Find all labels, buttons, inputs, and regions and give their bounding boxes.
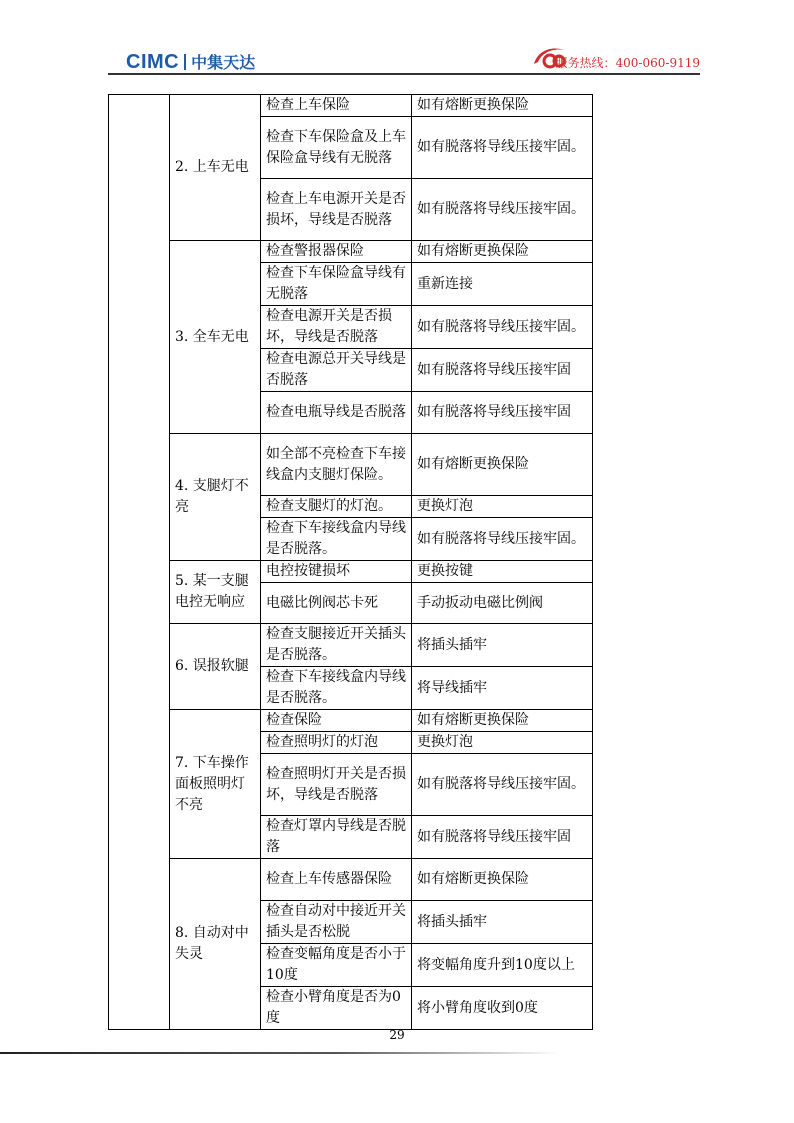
footer-divider: [0, 1052, 560, 1054]
solution-item: 将小臂角度收到0度: [412, 987, 593, 1030]
fault-category: 2. 上车无电: [170, 95, 261, 241]
table-row: [109, 561, 593, 583]
check-item: 检查上车电源开关是否损坏，导线是否脱落: [261, 179, 412, 241]
check-item: 检查上车传感器保险: [261, 859, 412, 901]
check-item: 检查警报器保险: [261, 241, 412, 263]
solution-item: 如有脱落将导线压接牢固。: [412, 306, 593, 349]
solution-item: 手动扳动电磁比例阀: [412, 583, 593, 624]
header-divider: [108, 73, 700, 75]
solution-item: 如有脱落将导线压接牢固。: [412, 754, 593, 816]
page-header: [108, 40, 700, 76]
table-row: [109, 859, 593, 901]
check-item: 检查下车接线盒内导线是否脱落。: [261, 518, 412, 561]
solution-item: 将导线插牢: [412, 667, 593, 710]
check-item: 检查灯罩内导线是否脱落: [261, 816, 412, 859]
table-row: [109, 710, 593, 732]
solution-item: 如有熔断更换保险: [412, 859, 593, 901]
fault-category: 4. 支腿灯不亮: [170, 434, 261, 561]
solution-item: 重新连接: [412, 263, 593, 306]
check-item: 电磁比例阀芯卡死: [261, 583, 412, 624]
check-item: 检查支腿接近开关插头是否脱落。: [261, 624, 412, 667]
solution-item: 如有脱落将导线压接牢固。: [412, 117, 593, 179]
solution-item: 如有脱落将导线压接牢固: [412, 392, 593, 434]
fault-category: 8. 自动对中失灵: [170, 859, 261, 1030]
solution-item: 如有熔断更换保险: [412, 241, 593, 263]
check-item: 检查电瓶导线是否脱落: [261, 392, 412, 434]
solution-item: 如有熔断更换保险: [412, 710, 593, 732]
solution-item: 如有脱落将导线压接牢固。: [412, 179, 593, 241]
check-item: 检查照明灯的灯泡: [261, 732, 412, 754]
table-row: [109, 95, 593, 117]
check-item: 检查小臂角度是否为0度: [261, 987, 412, 1030]
fault-category: 3. 全车无电: [170, 241, 261, 434]
fault-category: 6. 误报软腿: [170, 624, 261, 710]
check-item: 检查下车保险盒及上车保险盒导线有无脱落: [261, 117, 412, 179]
check-item: 检查电源总开关导线是否脱落: [261, 349, 412, 392]
service-hotline: 服务热线：400-060-9119: [555, 56, 700, 70]
solution-item: 如有熔断更换保险: [412, 95, 593, 117]
solution-item: 如有熔断更换保险: [412, 434, 593, 496]
table-row: [109, 434, 593, 496]
blank-left-column: [109, 95, 170, 1030]
cimc-logo: CIMC 中集天达: [126, 51, 256, 73]
check-item: 检查保险: [261, 710, 412, 732]
check-item: 检查自动对中接近开关插头是否松脱: [261, 901, 412, 944]
solution-item: 将插头插牢: [412, 624, 593, 667]
solution-item: 更换按键: [412, 561, 593, 583]
check-item: 电控按键损坏: [261, 561, 412, 583]
check-item: 检查变幅角度是否小于10度: [261, 944, 412, 987]
fault-category: 7. 下车操作面板照明灯不亮: [170, 710, 261, 859]
check-item: 检查照明灯开关是否损坏，导线是否脱落: [261, 754, 412, 816]
page-number: 29: [389, 1028, 405, 1042]
troubleshooting-table: [108, 94, 593, 1030]
solution-item: 更换灯泡: [412, 496, 593, 518]
table-row: [109, 241, 593, 263]
solution-item: 如有脱落将导线压接牢固: [412, 349, 593, 392]
table-row: [109, 624, 593, 667]
check-item: 如全部不亮检查下车接线盒内支腿灯保险。: [261, 434, 412, 496]
solution-item: 将变幅角度升到10度以上: [412, 944, 593, 987]
check-item: 检查下车保险盒导线有无脱落: [261, 263, 412, 306]
check-item: 检查支腿灯的灯泡。: [261, 496, 412, 518]
solution-item: 将插头插牢: [412, 901, 593, 944]
check-item: 检查下车接线盒内导线是否脱落。: [261, 667, 412, 710]
solution-item: 如有脱落将导线压接牢固: [412, 816, 593, 859]
check-item: 检查上车保险: [261, 95, 412, 117]
solution-item: 更换灯泡: [412, 732, 593, 754]
fault-category: 5. 某一支腿电控无响应: [170, 561, 261, 624]
check-item: 检查电源开关是否损坏，导线是否脱落: [261, 306, 412, 349]
solution-item: 如有脱落将导线压接牢固。: [412, 518, 593, 561]
